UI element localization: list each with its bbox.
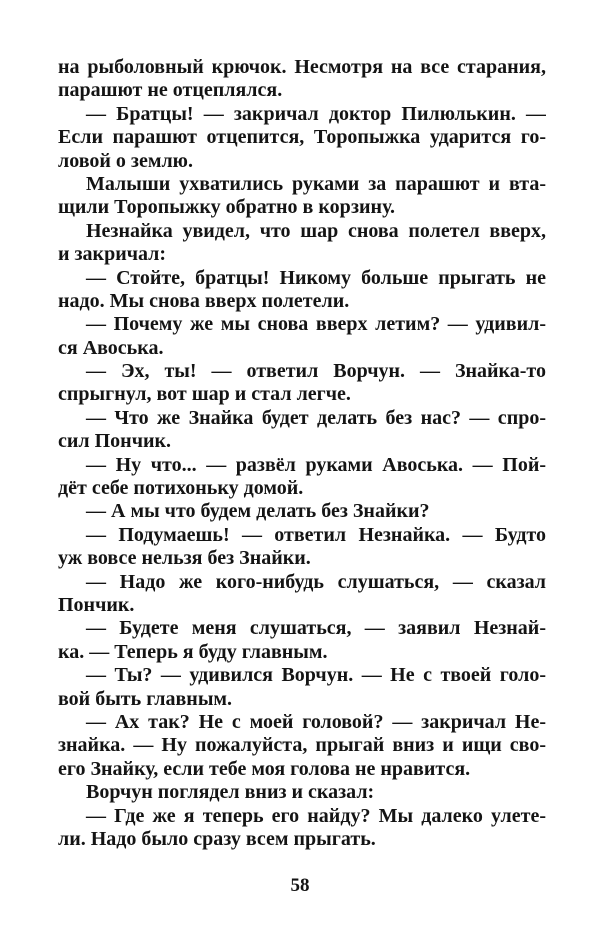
- text-line: спрыгнул, вот шар и стал легче.: [58, 383, 351, 406]
- text-line: — Ну что... — развёл руками Авоська. — Пой-: [86, 453, 546, 476]
- text-line: — Подумаешь! — ответил Незнайка. — Будто: [86, 523, 546, 546]
- text-line: и закричал:: [58, 243, 167, 266]
- text-line: Если парашют отцепится, Торопыжка ударится го-: [58, 126, 546, 149]
- text-line: — Почему же мы снова вверх летим? — удивил-: [86, 313, 546, 336]
- text-line: Пончик.: [58, 593, 135, 616]
- text-line: его Знайку, если тебе моя голова не нравится.: [58, 757, 471, 780]
- text-line: — Ах так? Не с моей головой? — закричал Не-: [86, 710, 546, 733]
- text-line: Малыши ухватились руками за парашют и вта-: [86, 172, 546, 195]
- text-line: — А мы что будем делать без Знайки?: [86, 500, 430, 523]
- text-line: уж вовсе нельзя без Знайки.: [58, 547, 311, 570]
- text-line: — Надо же кого-нибудь слушаться, — сказал: [86, 570, 546, 593]
- text-line: дёт себе потихоньку домой.: [58, 477, 304, 500]
- text-line: ли. Надо было сразу всем прыгать.: [58, 827, 376, 850]
- text-line: ся Авоська.: [58, 336, 164, 359]
- page-number: 58: [290, 875, 310, 896]
- text-line: Незнайка увидел, что шар снова полетел вверх,: [86, 219, 546, 242]
- text-line: ка. — Теперь я буду главным.: [58, 640, 328, 663]
- text-line: на рыболовный крючок. Несмотря на все старания,: [58, 56, 546, 78]
- text-line: ловой о землю.: [58, 149, 193, 172]
- text-line: знайка. — Ну пожалуйста, прыгай вниз и ищи сво-: [58, 734, 546, 757]
- text-line: — Стойте, братцы! Никому больше прыгать не: [86, 266, 546, 289]
- text-line: — Эх, ты! — ответил Ворчун. — Знайка-то: [86, 360, 546, 383]
- text-line: — Будете меня слушаться, — заявил Незнай-: [86, 617, 546, 640]
- text-line: — Что же Знайка будет делать без нас? — спро-: [86, 406, 546, 429]
- text-line: — Где же я теперь его найду? Мы далеко улете-: [86, 804, 546, 827]
- text-line: парашют не отцеплялся.: [58, 79, 283, 102]
- body-text: [58, 56, 546, 851]
- text-line: надо. Мы снова вверх полетели.: [58, 289, 350, 312]
- text-line: — Ты? — удивился Ворчун. — Не с твоей голо-: [86, 664, 546, 687]
- text-line: — Братцы! — закричал доктор Пилюлькин. —: [86, 102, 546, 125]
- text-line: щили Торопыжку обратно в корзину.: [58, 196, 396, 219]
- text-line: сил Пончик.: [58, 430, 172, 453]
- text-line: вой быть главным.: [58, 687, 233, 710]
- text-line: Ворчун поглядел вниз и сказал:: [86, 781, 375, 804]
